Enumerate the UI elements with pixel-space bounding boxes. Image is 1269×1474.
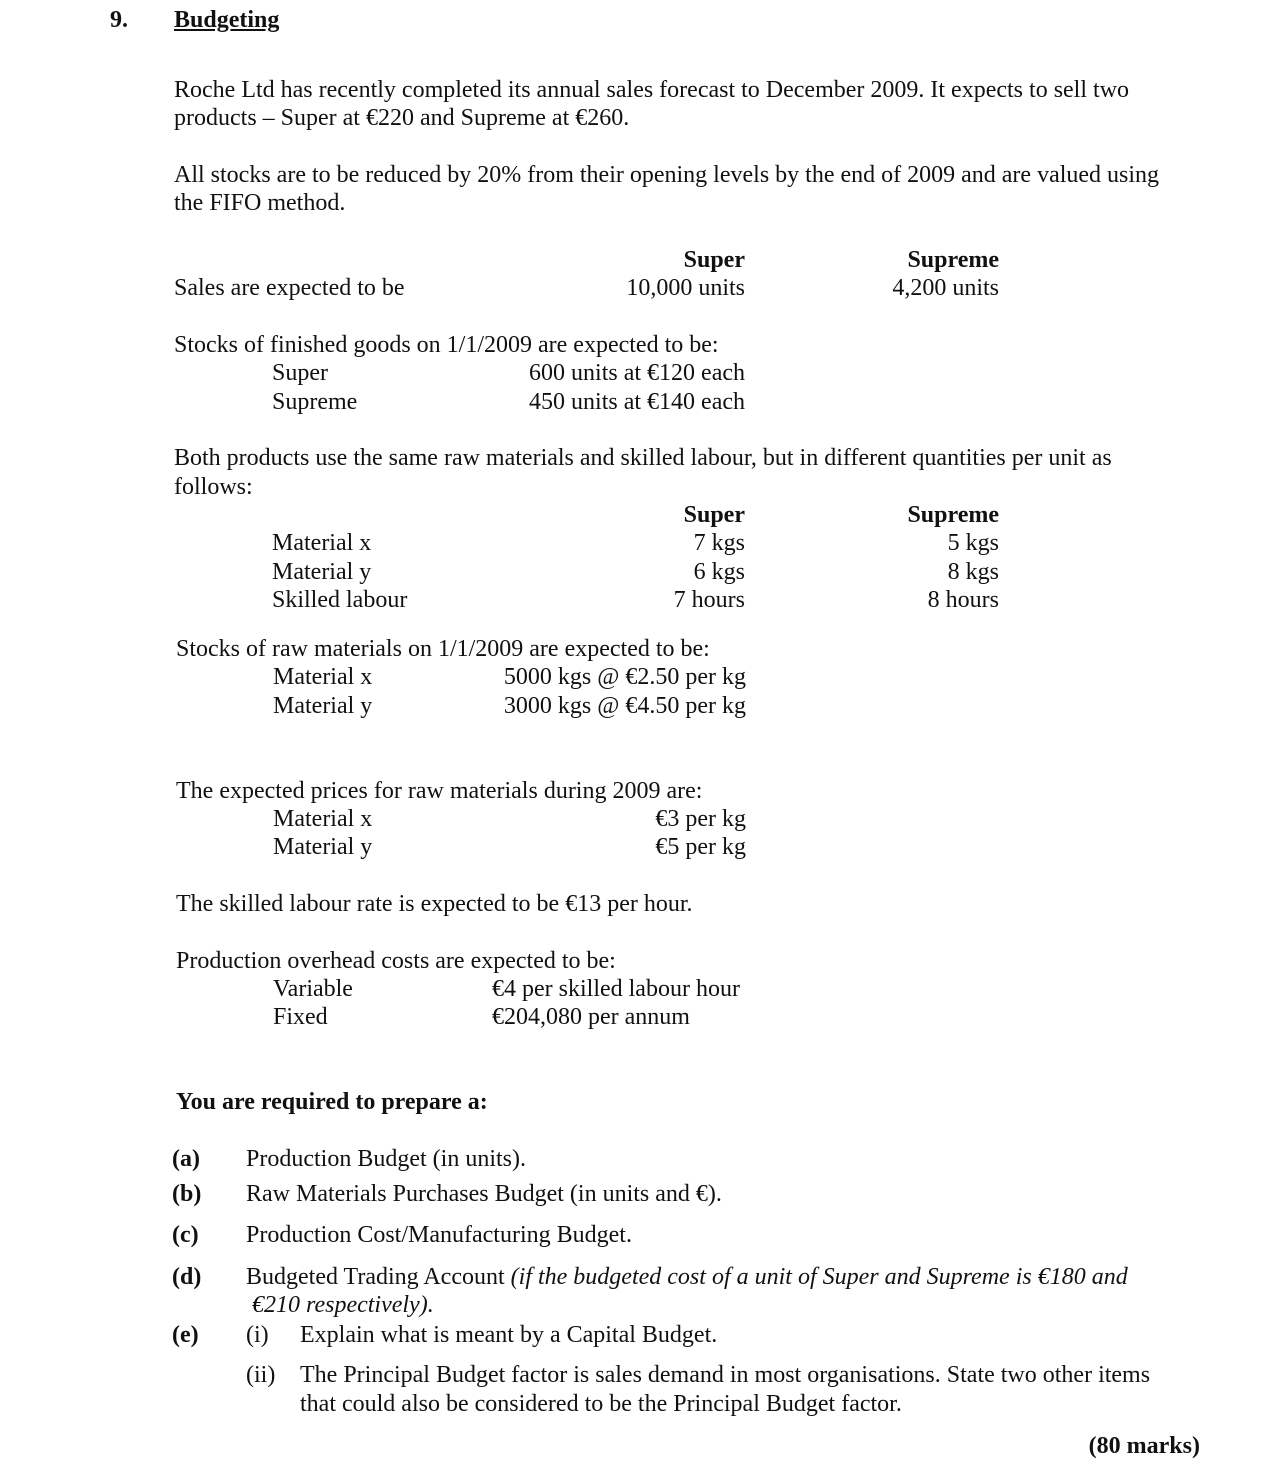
sales-label: Sales are expected to be — [174, 275, 405, 301]
usage-row-super: 6 kgs — [693, 559, 745, 585]
raw-stocks-label: Material x — [273, 664, 373, 690]
part-b-label: (b) — [172, 1181, 202, 1207]
part-d-note-line-2: €210 respectively). — [252, 1292, 434, 1318]
stocks-note-line-1: All stocks are to be reduced by 20% from their opening levels by the end of 2009 and are valued using — [174, 162, 1160, 188]
raw-stocks-value: 3000 kgs @ €4.50 per kg — [503, 693, 746, 719]
usage-row-supreme: 8 kgs — [947, 559, 999, 585]
part-e-label: (e) — [172, 1322, 199, 1348]
usage-row-label: Material x — [272, 530, 372, 556]
part-e-ii-line-1: The Principal Budget factor is sales demand in most organisations. State two other items — [300, 1362, 1151, 1388]
part-c-label: (c) — [172, 1222, 199, 1248]
usage-row-label: Material y — [272, 559, 372, 585]
raw-stocks-value: 5000 kgs @ €2.50 per kg — [503, 664, 746, 690]
overheads-value: €4 per skilled labour hour — [492, 976, 740, 1002]
raw-stocks-label: Material y — [273, 693, 373, 719]
part-a-text: Production Budget (in units). — [246, 1146, 526, 1172]
sales-col-supreme: Supreme — [907, 247, 999, 273]
question-number: 9. — [110, 7, 128, 33]
finished-goods-value: 600 units at €120 each — [529, 360, 745, 386]
usage-row-label: Skilled labour — [272, 587, 408, 613]
finished-goods-label: Supreme — [272, 389, 358, 415]
overheads-heading: Production overhead costs are expected to be: — [176, 948, 616, 974]
prices-label: Material x — [273, 806, 373, 832]
intro-line-1: Roche Ltd has recently completed its annual sales forecast to December 2009. It expects to sell two — [174, 77, 1130, 103]
usage-row-supreme: 8 hours — [927, 587, 999, 613]
prices-value: €5 per kg — [655, 834, 746, 860]
labour-rate: The skilled labour rate is expected to be €13 per hour. — [176, 891, 693, 917]
usage-row-supreme: 5 kgs — [947, 530, 999, 556]
marks: (80 marks) — [1088, 1433, 1200, 1459]
part-d-main: Budgeted Trading Account — [246, 1264, 505, 1290]
prices-label: Material y — [273, 834, 373, 860]
part-e-i-text: Explain what is meant by a Capital Budget. — [300, 1322, 718, 1348]
usage-col-supreme: Supreme — [907, 502, 999, 528]
part-d-label: (d) — [172, 1264, 202, 1290]
prices-heading: The expected prices for raw materials during 2009 are: — [176, 778, 703, 804]
overheads-label: Variable — [273, 976, 353, 1002]
usage-line-2: follows: — [174, 474, 253, 500]
part-d-text — [246, 1263, 1128, 1291]
sales-supreme-value: 4,200 units — [892, 275, 999, 301]
sales-col-super: Super — [683, 247, 745, 273]
raw-stocks-heading: Stocks of raw materials on 1/1/2009 are expected to be: — [176, 636, 710, 662]
usage-line-1: Both products use the same raw materials and skilled labour, but in different quantities per unit as — [174, 445, 1112, 471]
overheads-label: Fixed — [273, 1004, 328, 1030]
part-e-ii-label: (ii) — [246, 1362, 276, 1388]
usage-row-super: 7 hours — [673, 587, 745, 613]
finished-goods-heading: Stocks of finished goods on 1/1/2009 are expected to be: — [174, 332, 719, 358]
finished-goods-value: 450 units at €140 each — [529, 389, 745, 415]
finished-goods-label: Super — [272, 360, 328, 386]
prices-value: €3 per kg — [655, 806, 746, 832]
usage-row-super: 7 kgs — [693, 530, 745, 556]
stocks-note-line-2: the FIFO method. — [174, 190, 346, 216]
part-c-text: Production Cost/Manufacturing Budget. — [246, 1222, 632, 1248]
part-b-text: Raw Materials Purchases Budget (in units and €). — [246, 1181, 722, 1207]
part-e-ii-line-2: that could also be considered to be the Principal Budget factor. — [300, 1391, 902, 1417]
required-heading: You are required to prepare a: — [176, 1089, 488, 1115]
sales-super-value: 10,000 units — [626, 275, 745, 301]
part-a-label: (a) — [172, 1146, 200, 1172]
part-e-i-label: (i) — [246, 1322, 269, 1348]
usage-col-super: Super — [683, 502, 745, 528]
intro-line-2: products – Super at €220 and Supreme at €260. — [174, 105, 630, 131]
overheads-value: €204,080 per annum — [492, 1004, 690, 1030]
part-d-note: (if the budgeted cost of a unit of Super and Supreme is €180 and — [510, 1264, 1128, 1290]
question-title: Budgeting — [174, 7, 280, 33]
